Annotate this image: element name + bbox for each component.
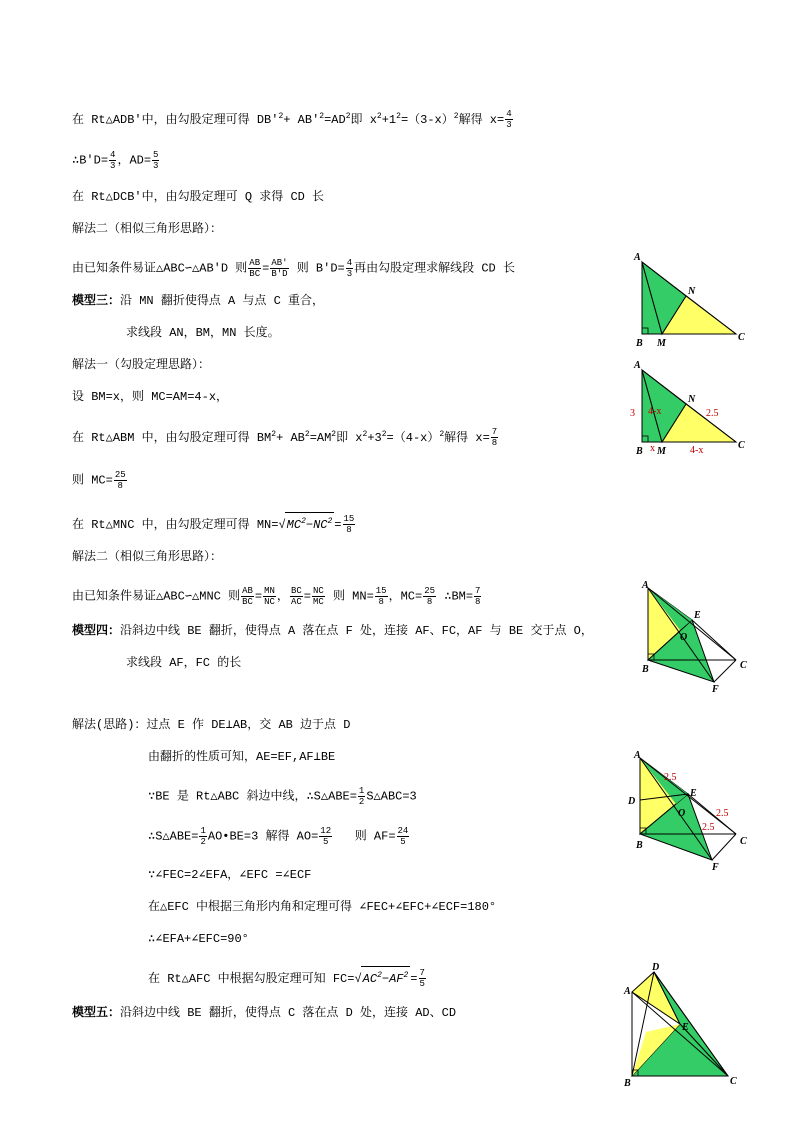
fraction: $\frac{5}{3}$ [153, 150, 159, 171]
sqrt-content: $AC^2-AF^2$ [361, 966, 411, 988]
text-line-16: 求线段 AF，FC 的长 [126, 656, 242, 670]
label-e: E [682, 1022, 689, 1033]
label-e: E [694, 610, 701, 621]
figure-model4 [630, 578, 760, 695]
text-line-2: ∴B′D= $\frac{4}{3}$ ，AD= $\frac{5}{3}$ [72, 150, 159, 171]
text-line-3: 在 Rt△DCB′中，由勾股定理可 Q 求得 CD 长 [72, 190, 325, 204]
text-line-14: 由已知条件易证△ABC∽△MNC 则 $\frac{AB}{BC}$ = $\frac{MN}{NC}$ ， $\frac{BC}{AC}$ = $\frac{NC}{MC}$ 则 MN= $\frac{15}{8}$ ，MC= $\frac{25}{8}$ ∴BM= $\frac{7}{8}$ [72, 586, 481, 607]
label-b: B [636, 840, 643, 851]
fraction: $\frac{BC}{AC}$ [290, 586, 302, 607]
label-a: A [642, 580, 649, 591]
text-line-5: 由已知条件易证△ABC∽△AB′D 则 $\frac{AB}{BC}$ = $\frac{AB'}{B'D}$ 则 B′D= $\frac{4}{3}$ 再由勾股定理求解线段 CD 长 [72, 258, 515, 279]
text-line-17: 解法(思路)：过点 E 作 DE⊥AB，交 AB 边于点 D [72, 718, 351, 732]
fraction: $\frac{AB'}{B'D}$ [271, 258, 288, 279]
text-line-10: 在 Rt△ABM 中，由勾股定理可得 $BM^2+ AB^2=AM^2$即 $x^2+3^2=(4-x)^2$解得 x= $\frac{7}{8}$ [72, 427, 498, 449]
fraction: $\frac{15}{8}$ [343, 514, 355, 536]
fraction: $\frac{15}{8}$ [375, 586, 387, 607]
fraction: $\frac{1}{2}$ [358, 786, 365, 807]
text-line-19: ∵BE 是 Rt△ABC 斜边中线，∴S△ABE= $\frac{1}{2}$ S△ABC=3 [148, 786, 417, 807]
text-line-15: 模型四：沿斜边中线 BE 翻折，使得点 A 落在点 F 处，连接 AF、FC，AF 与 BE 交于点 O， [72, 624, 593, 638]
text-line-13: 解法二（相似三角形思路）： [72, 550, 223, 564]
fraction: $\frac{25}{8}$ [424, 586, 436, 607]
sqrt-sign: √ [354, 972, 362, 986]
label-b: B [642, 664, 649, 675]
figure-model5 [616, 962, 756, 1089]
side-label-x: x [650, 443, 655, 454]
text-line-25: 模型五：沿斜边中线 BE 翻折，使得点 C 落在点 D 处，连接 AD、CD [72, 1006, 457, 1020]
label-a: A [634, 360, 641, 371]
text-line-4: 解法二（相似三角形思路）： [72, 222, 223, 236]
fraction: $\frac{NC}{MC}$ [312, 586, 324, 607]
label-m: M [657, 338, 666, 349]
label-b: B [624, 1078, 631, 1089]
sqrt-content: $MC^2-NC^2$ [285, 512, 335, 534]
text-line-11: 则 MC= $\frac{25}{8}$ [72, 470, 126, 491]
side-label-ec: 2.5 [716, 808, 729, 819]
text-line-6: 模型三：沿 MN 翻折使得点 A 与点 C 重合， [72, 294, 325, 308]
text-line-9: 设 BM=x，则 MC=AM=4-x， [72, 390, 229, 404]
text-line-21: ∵∠FEC=2∠EFA，∠EFC =∠ECF [148, 868, 312, 882]
side-label-4x-base: 4-x [690, 445, 704, 456]
fraction: $\frac{4}{3}$ [346, 258, 353, 279]
label-f: F [712, 684, 719, 695]
label-c: C [730, 1076, 737, 1087]
fraction: $\frac{4}{3}$ [110, 150, 116, 171]
text-line-1: 在 Rt△ADB′中，由勾股定理可得 $DB'^2+ AB'^2=AD^2$即 $x^2+1^2=(3-x)^2$解得 x= $\frac{4}{3}$ [72, 109, 512, 131]
fraction: $\frac{1}{2}$ [200, 826, 206, 847]
fraction: $\frac{4}{3}$ [506, 109, 512, 131]
fraction: $\frac{7}{5}$ [419, 968, 425, 990]
fraction: $\frac{AB}{BC}$ [249, 258, 261, 279]
side-label-2-5: 2.5 [706, 408, 719, 419]
text-line-24: 在 Rt△AFC 中根据勾股定理可知 $FC=√AC^2-AF^2$ = $\frac{7}{5}$ [148, 966, 427, 989]
label-d: D [652, 962, 660, 973]
side-label-ef: 2.5 [702, 822, 715, 833]
label-b: B [636, 446, 643, 457]
sqrt-sign: √ [278, 518, 286, 532]
text-line-20: ∴S△ABE= $\frac{1}{2}$ AO•BE=3 解得 AO= $\frac{12}{5}$ 则 AF= $\frac{24}{5}$ [148, 826, 409, 847]
figure-model4-labeled [622, 748, 762, 876]
label-a: A [634, 252, 641, 263]
label-d: D [628, 796, 636, 807]
side-label-ae: 2.5 [664, 772, 677, 783]
label-c: C [738, 332, 745, 343]
label-a: A [634, 750, 641, 761]
label-c: C [740, 660, 747, 671]
label-c: C [738, 440, 745, 451]
side-label-4x: 4-x [648, 406, 662, 417]
fraction: $\frac{AB}{BC}$ [242, 586, 253, 607]
fraction: $\frac{7}{8}$ [491, 427, 498, 449]
label-c: C [740, 836, 747, 847]
text-line-8: 解法一（勾股定理思路）： [72, 358, 211, 372]
fraction: $\frac{24}{5}$ [397, 826, 409, 847]
side-label-3: 3 [630, 408, 635, 419]
label-n: N [688, 286, 696, 297]
label-f: F [712, 862, 719, 873]
text-line-7: 求线段 AN，BM，MN 长度。 [126, 326, 280, 340]
label-n: N [688, 394, 696, 405]
label-o: O [678, 808, 686, 819]
figure-model3-labeled [628, 358, 758, 458]
text-line-18: 由翻折的性质可知，AE=EF,AF⊥BE [148, 750, 336, 764]
text-line-23: ∴∠EFA+∠EFC=90° [148, 932, 249, 946]
figure-model3-fold [628, 250, 758, 350]
label-a: A [624, 986, 631, 997]
label-o: O [680, 632, 688, 643]
text-line-22: 在△EFC 中根据三角形内角和定理可得 ∠FEC+∠EFC+∠ECF=180° [148, 900, 497, 914]
text-line-12: 在 Rt△MNC 中，由勾股定理可得 $MN=√MC^2-NC^2$ = $\frac{15}{8}$ [72, 512, 356, 535]
fraction: $\frac{MN}{NC}$ [264, 586, 275, 607]
fraction: $\frac{7}{8}$ [475, 586, 481, 607]
label-m: M [657, 446, 666, 457]
label-b: B [636, 338, 643, 349]
label-e: E [690, 788, 697, 799]
fraction: $\frac{25}{8}$ [114, 470, 126, 491]
fraction: $\frac{12}{5}$ [320, 826, 332, 847]
